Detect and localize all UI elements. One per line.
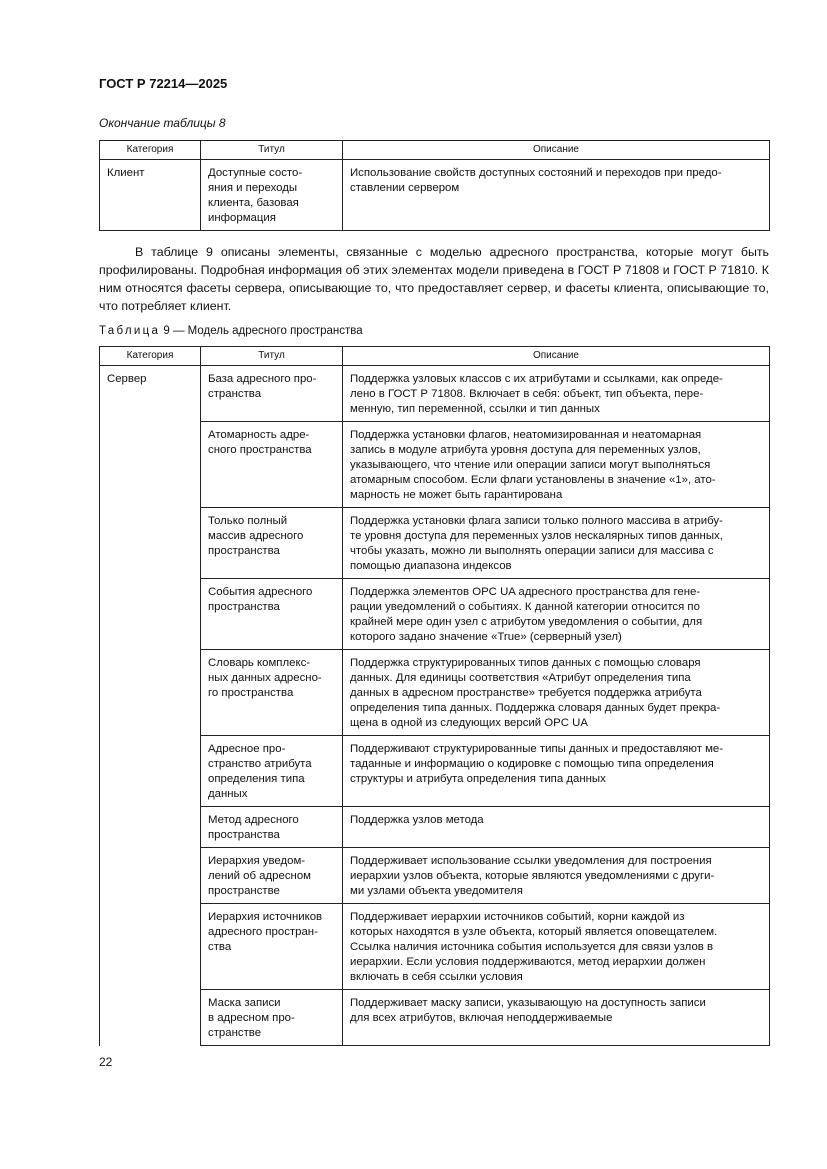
column-header-description: Описание — [343, 347, 770, 366]
page-number: 22 — [99, 1055, 113, 1069]
description-cell: Поддерживает использование ссылки уведомления для построения иерархии узлов объекта, которые являются уведомлениями с други- ми узлами объекта уведомителя — [343, 848, 770, 904]
description-cell: Поддержка структурированных типов данных с помощью словаря данных. Для единицы соответствия «Атрибут определения типа данных в адресном пространстве» требуется поддержка атрибута определения типа данных. Поддержка словаря данных будет прекра- щена в одной из следующих версий OPC UA — [343, 650, 770, 736]
description-cell: Поддерживают структурированные типы данных и предоставляют ме- таданные и информацию о кодировке с помощью типа определения структуры и атрибута определения типа данных — [343, 736, 770, 807]
title-cell: Маска записи в адресном про- странстве — [201, 990, 343, 1046]
table-row — [100, 579, 770, 650]
description-cell: Поддержка элементов OPC UA адресного пространства для гене- рации уведомлений о событиях. К данной категории относится по крайней мере один узел с атрибутом уведомления о событии, для которого задано значение «True» (серверный узел) — [343, 579, 770, 650]
title-cell: Иерархия источников адресного простран- ства — [201, 904, 343, 990]
title-cell: События адресного пространства — [201, 579, 343, 650]
table-row — [100, 848, 770, 904]
title-cell: Словарь комплекс- ных данных адресно- го пространства — [201, 650, 343, 736]
table-row — [100, 160, 770, 231]
table-9-caption-label: Таблица — [99, 325, 161, 337]
table-row — [100, 366, 770, 422]
column-header-category: Категория — [100, 347, 201, 366]
description-cell: Поддерживает иерархии источников событий, корни каждой из которых находятся в узле объекта, который является оповещателем. Ссылка наличия источника события используется для связи узлов в иерархии. Если условия поддерживаются, метод иерархии должен включать в себя ссылки условия — [343, 904, 770, 990]
table-8 — [99, 140, 770, 231]
document-code: ГОСТ Р 72214—2025 — [99, 76, 228, 91]
table-row — [100, 422, 770, 508]
table-9-caption-text: 9 — Модель адресного пространства — [160, 325, 363, 337]
category-cell: Клиент — [100, 160, 201, 231]
description-cell: Поддержка узлов метода — [343, 807, 770, 848]
title-cell: База адресного про- странства — [201, 366, 343, 422]
title-cell: Только полный массив адресного пространства — [201, 508, 343, 579]
title-cell: Адресное про- странство атрибута определения типа данных — [201, 736, 343, 807]
column-header-category: Категория — [100, 141, 201, 160]
column-header-title: Титул — [201, 141, 343, 160]
table-9 — [99, 346, 770, 1046]
description-cell: Использование свойств доступных состояний и переходов при предо- ставлении сервером — [343, 160, 770, 231]
table-row — [100, 990, 770, 1046]
table-9-caption — [99, 325, 363, 337]
title-cell: Иерархия уведом- лений об адресном пространстве — [201, 848, 343, 904]
body-paragraph: В таблице 9 описаны элементы, связанные с моделью адресного пространства, которые могут быть профилированы. Подробная информация об этих элементах модели приведена в ГОСТ Р 71808 и ГОСТ Р 71810. К ним относятся фасеты сервера, описывающие то, что предоставляет сервер, и фасеты клиента, описывающие то, что потребляет клиент. — [99, 245, 769, 313]
table-row — [100, 736, 770, 807]
column-header-title: Титул — [201, 347, 343, 366]
category-cell: Сервер — [100, 366, 201, 1046]
title-cell: Доступные состо- яния и переходы клиента, базовая информация — [201, 160, 343, 231]
description-cell: Поддержка установки флага записи только полного массива в атрибу- те уровня доступа для переменных узлов нескалярных типов данных, чтобы указать, можно ли выполнять операции записи для массива с помощью диапазона индексов — [343, 508, 770, 579]
table-8-continuation-caption: Окончание таблицы 8 — [99, 116, 226, 130]
title-cell: Метод адресного пространства — [201, 807, 343, 848]
description-cell: Поддержка установки флагов, неатомизированная и неатомарная запись в модуле атрибута уровня доступа для переменных узлов, указывающего, что чтение или операции записи могут выполняться атомарным способом. Если флаги установлены в значение «1», ато- марность не может быть гарантирована — [343, 422, 770, 508]
description-cell: Поддержка узловых классов с их атрибутами и ссылками, как опреде- лено в ГОСТ Р 71808. Включает в себя: объект, тип объекта, пере- менную, тип переменной, ссылки и тип данных — [343, 366, 770, 422]
column-header-description: Описание — [343, 141, 770, 160]
title-cell: Атомарность адре- сного пространства — [201, 422, 343, 508]
table-row — [100, 508, 770, 579]
table-row — [100, 904, 770, 990]
description-cell: Поддерживает маску записи, указывающую на доступность записи для всех атрибутов, включая неподдерживаемые — [343, 990, 770, 1046]
table-8-header-row — [100, 141, 770, 160]
table-row — [100, 807, 770, 848]
table-9-header-row — [100, 347, 770, 366]
table-row — [100, 650, 770, 736]
